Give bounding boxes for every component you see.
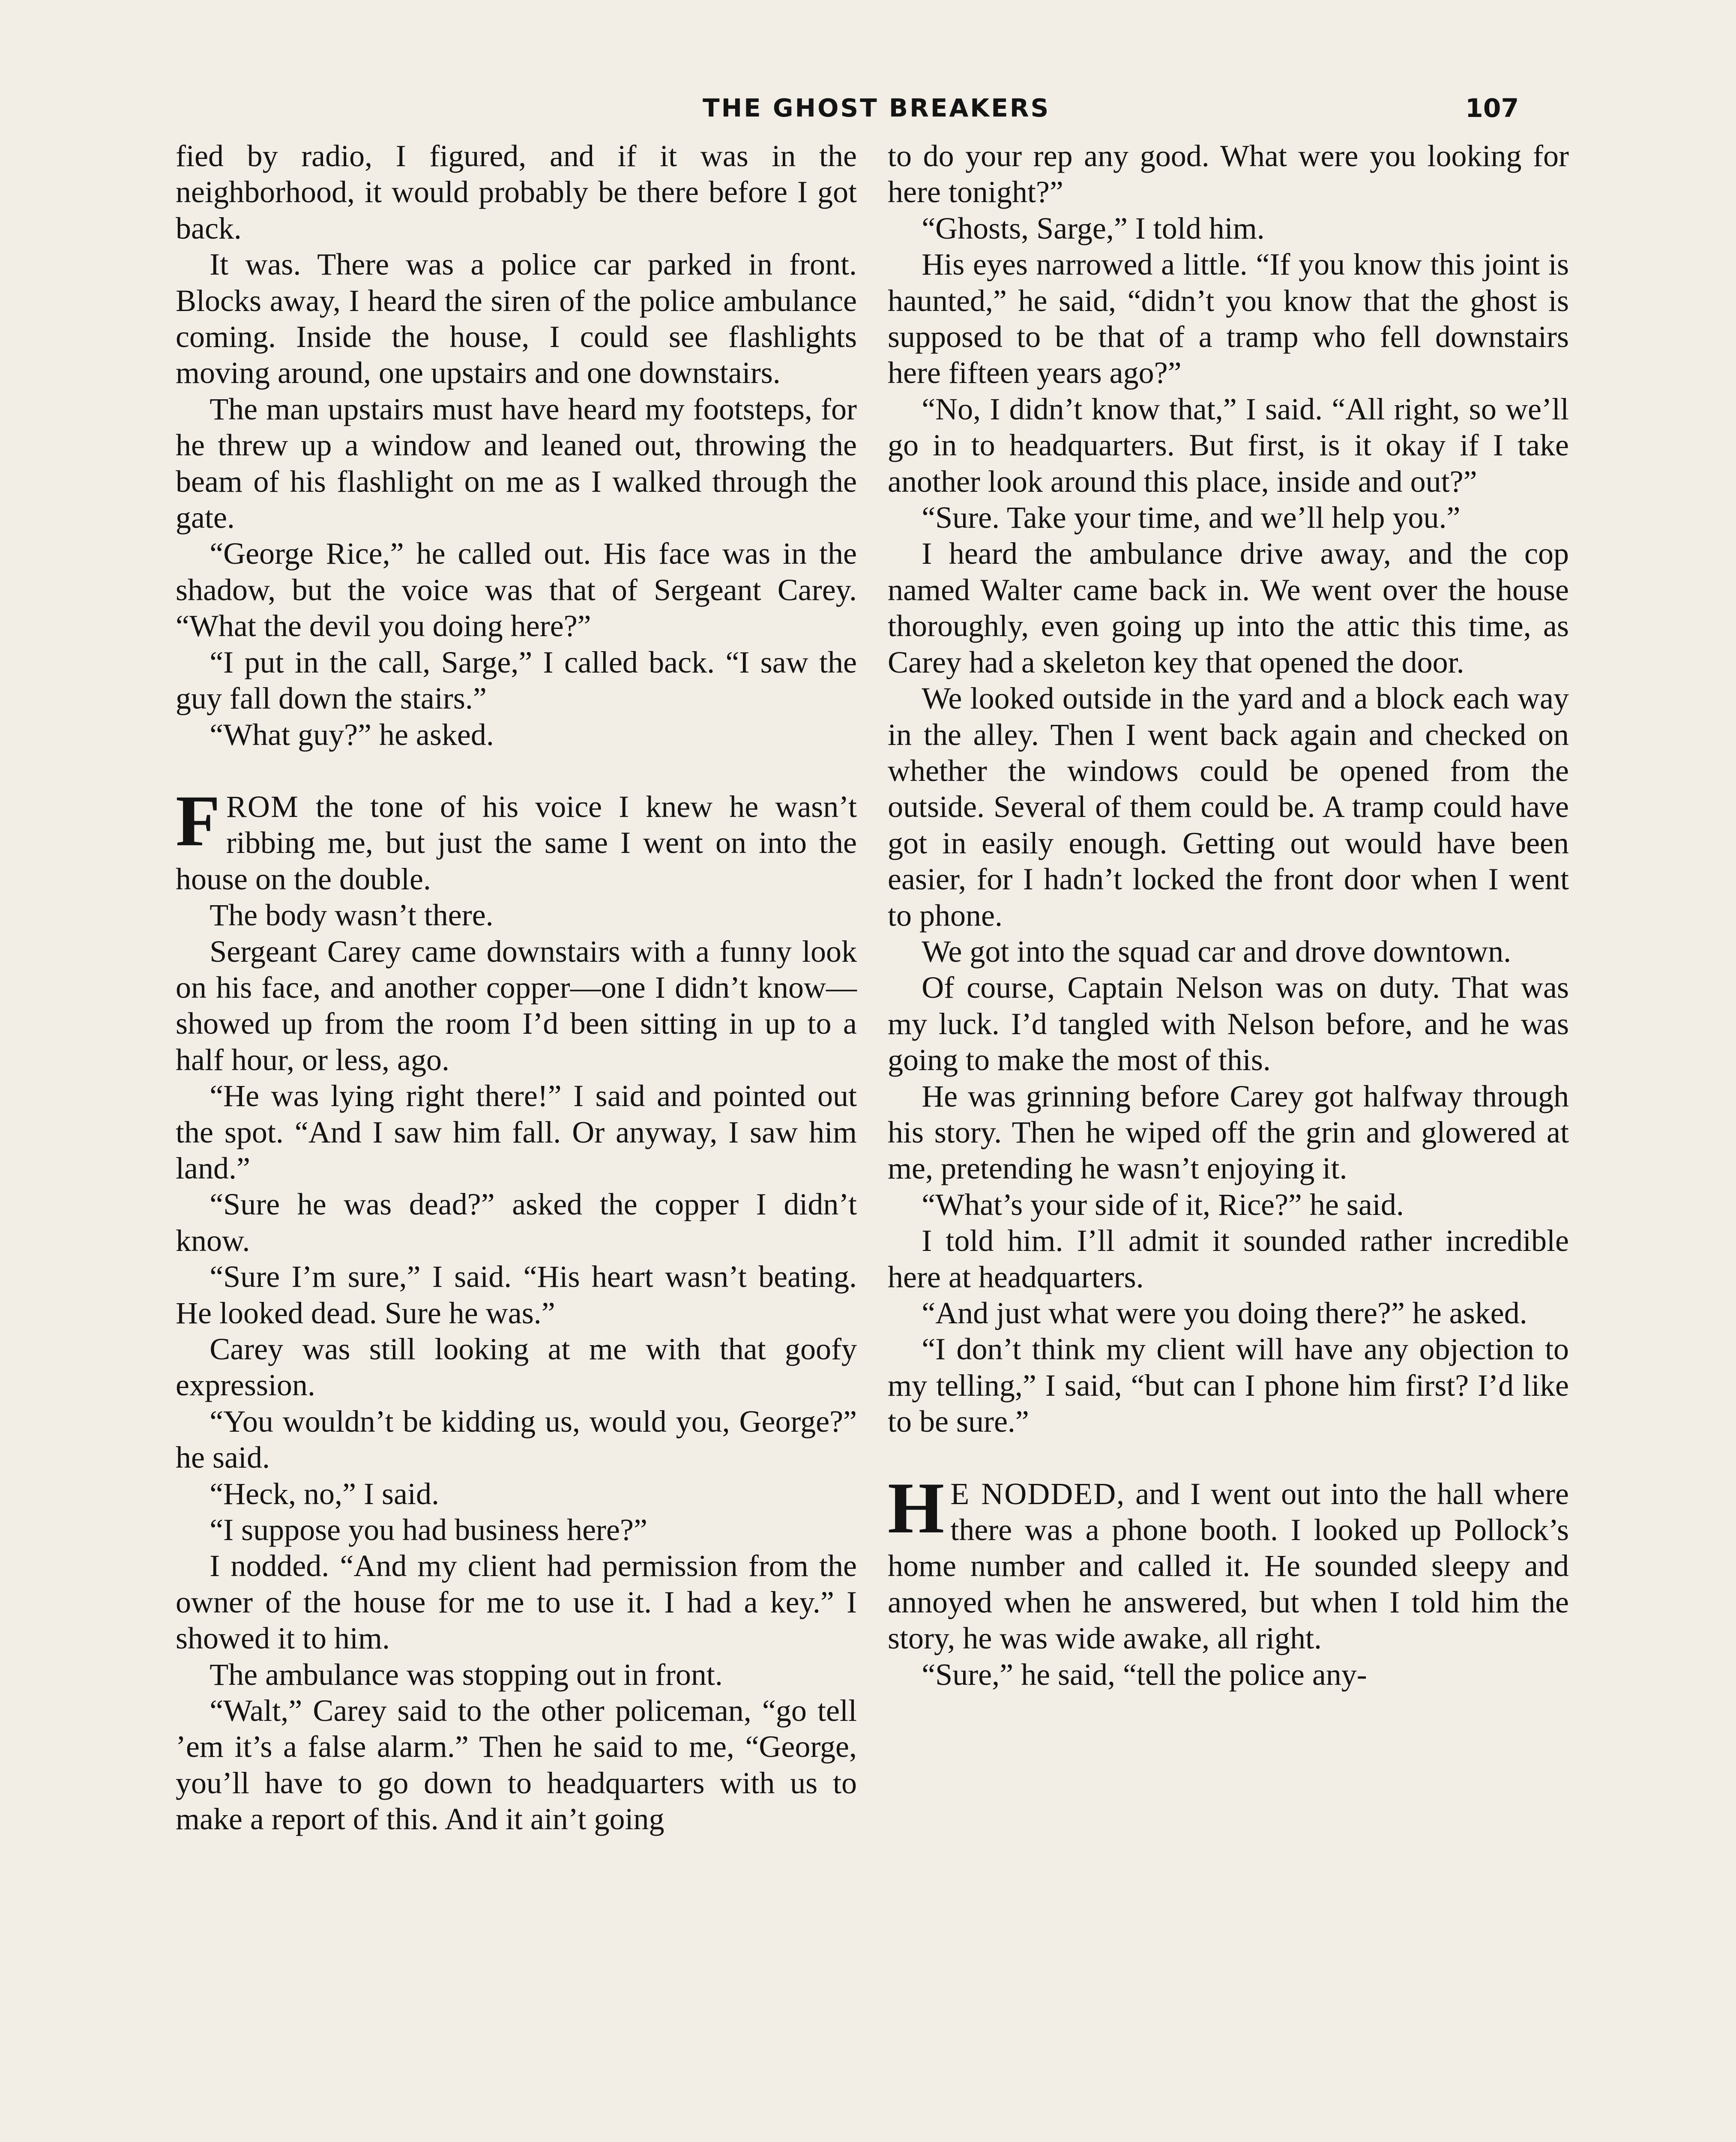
drop-cap: F bbox=[176, 780, 220, 861]
section-paragraph bbox=[888, 1467, 1569, 1657]
right-column bbox=[888, 138, 1569, 1693]
paragraph: “You wouldn’t be kidding us, would you, George?” he said. bbox=[176, 1404, 857, 1475]
paragraph: I nodded. “And my client had permission from the owner of the house for me to use it. I had a key.” I showed it to him. bbox=[176, 1549, 857, 1656]
paragraph: Of course, Captain Nelson was on duty. That was my luck. I’d tangled with Nelson before, and he was going to make the most of this. bbox=[888, 970, 1569, 1077]
paragraph: “Sure,” he said, “tell the police any- bbox=[922, 1657, 1367, 1692]
paragraph: “Heck, no,” I said. bbox=[210, 1476, 439, 1511]
paragraph: Sergeant Carey came downstairs with a funny look on his face, and another copper—one I didn’t know—showed up from the room I’d been sitting in up to a half hour, or less, ago. bbox=[176, 934, 857, 1077]
paragraph: We got into the squad car and drove downtown. bbox=[922, 934, 1512, 969]
paragraph: He was grinning before Carey got halfway through his story. Then he wiped off the grin and glowered at me, pretending he wasn’t enjoying it. bbox=[888, 1079, 1569, 1186]
paragraph: “I put in the call, Sarge,” I called back. “I saw the guy fall down the stairs.” bbox=[176, 645, 857, 716]
paragraph: “What’s your side of it, Rice?” he said. bbox=[922, 1187, 1404, 1222]
paragraph: The man upstairs must have heard my footsteps, for he threw up a window and leaned out, throwing the beam of his flashlight on me as I walked through the gate. bbox=[176, 392, 857, 535]
paragraph: “And just what were you doing there?” he asked. bbox=[922, 1296, 1527, 1330]
paragraph: “Sure I’m sure,” I said. “His heart wasn’t beating. He looked dead. Sure he was.” bbox=[176, 1259, 857, 1330]
page-header bbox=[0, 93, 1736, 132]
paragraph: “I suppose you had business here?” bbox=[210, 1513, 647, 1547]
paragraph: The ambulance was stopping out in front. bbox=[210, 1657, 723, 1692]
page-number: 107 bbox=[1465, 93, 1519, 123]
paragraph: “Walt,” Carey said to the other policeman, “go tell ’em it’s a false alarm.” Then he said to me, “George, you’ll have to go down to headquarters with us to make a report of this. And it ain’t going bbox=[176, 1693, 857, 1837]
paragraph: “Sure he was dead?” asked the copper I didn’t know. bbox=[176, 1187, 857, 1258]
paragraph: to do your rep any good. What were you looking for here tonight?” bbox=[888, 139, 1569, 209]
running-title: THE GHOST BREAKERS bbox=[703, 93, 1051, 123]
left-column bbox=[176, 138, 857, 1837]
paragraph: I heard the ambulance drive away, and the cop named Walter came back in. We went over the house thoroughly, even going up into the attic this time, as Carey had a skeleton key that opened the door. bbox=[888, 536, 1569, 679]
small-caps-lead: ROM bbox=[226, 789, 299, 824]
drop-cap: H bbox=[888, 1467, 945, 1548]
paragraph: fied by radio, I figured, and if it was in the neighborhood, it would probably be there before I got back. bbox=[176, 139, 857, 245]
paragraph: The body wasn’t there. bbox=[210, 898, 494, 933]
paragraph: His eyes narrowed a little. “If you know this joint is haunted,” he said, “didn’t you know that the ghost is supposed to be that of a tramp who fell downstairs here fifteen years ago?” bbox=[888, 247, 1569, 390]
section-paragraph bbox=[176, 780, 857, 897]
paragraph: I told him. I’ll admit it sounded rather incredible here at headquarters. bbox=[888, 1224, 1569, 1294]
paragraph: We looked outside in the yard and a block each way in the alley. Then I went back again and checked on whether the windows could be opened from the outside. Several of them could be. A tramp could have got in easily enough. Getting out would have been easier, for I hadn’t locked the front door when I went to phone. bbox=[888, 681, 1569, 933]
paragraph: “No, I didn’t know that,” I said. “All right, so we’ll go in to headquarters. But first, is it okay if I take another look around this place, inside and out?” bbox=[888, 392, 1569, 499]
paragraph: “George Rice,” he called out. His face was in the shadow, but the voice was that of Sergeant Carey. “What the devil you doing here?” bbox=[176, 536, 857, 643]
paragraph: “He was lying right there!” I said and pointed out the spot. “And I saw him fall. Or anyway, I saw him land.” bbox=[176, 1079, 857, 1185]
small-caps-lead: E NODDED, bbox=[950, 1476, 1125, 1511]
paragraph: “What guy?” he asked. bbox=[210, 717, 494, 752]
paragraph: “Ghosts, Sarge,” I told him. bbox=[922, 211, 1265, 245]
paragraph: “Sure. Take your time, and we’ll help you.” bbox=[922, 500, 1461, 535]
paragraph-text: and I went out into the hall where there was a phone booth. I looked up Pollock’s home number and called it. He sounded sleepy and annoyed when he answered, but when I told him the story, he was wide awake, all right. bbox=[888, 1476, 1569, 1656]
paragraph: “I don’t think my client will have any objection to my telling,” I said, “but can I phone him first? I’d like to be sure.” bbox=[888, 1332, 1569, 1439]
paragraph-text: the tone of his voice I knew he wasn’t ribbing me, but just the same I went on into the house on the double. bbox=[176, 789, 857, 896]
paragraph: It was. There was a police car parked in front. Blocks away, I heard the siren of the police ambulance coming. Inside the house, I could see flashlights moving around, one upstairs and one downstairs. bbox=[176, 247, 857, 390]
paragraph: Carey was still looking at me with that goofy expression. bbox=[176, 1332, 857, 1403]
